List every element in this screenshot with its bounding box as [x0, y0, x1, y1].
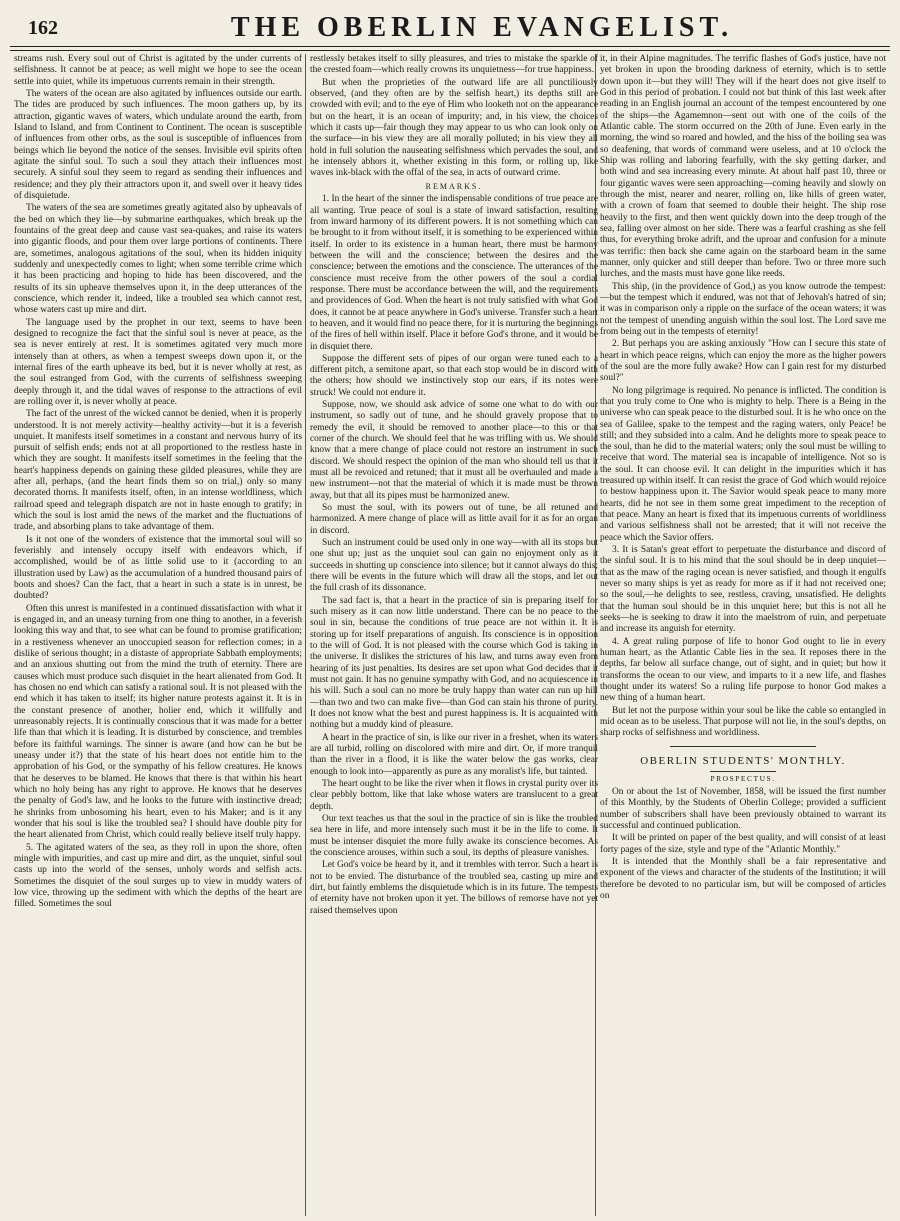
masthead-rule	[10, 46, 890, 51]
paragraph: The fact of the unrest of the wicked cannot be denied, when it is properly understood. It is not merely activity—healthy activity—but it is a feverish unquiet. It manifests itself sometimes in a constant and nervous hurry of its pursuit of selfish ends; ends not at all proportioned to the restless haste in which they are sought. It manifests itself sometimes in the feeling that the heart's happiness depends on gaining these gilded pleasures, while they are after all, perhaps, (and the heart finds them so on trial,) only so many decorated thorns. It manifests itself, often, in an intense worldliness, which railroad speed and telegraph dispatch are not in haste enough to gratify; in which the soul is lost amid the news of the market and the fluctuations of trade, and absorbing plans to take advantage of them.	[14, 409, 302, 533]
paragraph: streams rush. Every soul out of Christ is agitated by the under currents of selfishness. It cannot be at peace; as well might we hope to see the ocean settle into quiet, while its impetuous currents remain in their strength.	[14, 54, 302, 87]
paragraph: Our text teaches us that the soul in the practice of sin is like the troubled sea here in life, and more intensely such must it be in the life to come. It must be intenser disquiet the more fully awake its conscience becomes. As the conscience arouses, within such a soul, its depths of pleasure vanishes.	[310, 813, 598, 858]
paragraph: 1. In the heart of the sinner the indispensable conditions of true peace are all wanting. True peace of soul is a state of inward satisfaction, resulting from inward harmony of its different powers. It is not something which can be brought to it from without itself, it is something to be experienced within itself. In order to its existence in a human heart, there must be harmony between the will and the conscience; between the desires and the conscience; between the emotions and the conscience. The utterances of the conscience must receive from the other powers of the soul a cordial response. There must be accordance between the will, and the requirements and providences of God. When the heart is not truly satisfied with what God does, it cannot be at peace anywhere in God's universe. Transfer such a heart to heaven, and it would find no peace there, for it is nurturing the beginnings of the fires of hell within itself. Place it before God's throne, and it would be in disquiet there.	[310, 194, 598, 352]
paragraph: 5. The agitated waters of the sea, as they roll in upon the shore, often mingle with impurities, and cast up mire and dirt, as the unquiet, sinful soul casts up into the world of the senses, unholy words and selfish acts. Sometimes the disquiet of the soul surges up to view in muddy waters of low vice, throwing up the sediment with which the depths of the heart are filled. Sometimes the soul	[14, 842, 302, 910]
column-2	[310, 54, 598, 1216]
paragraph: The sad fact is, that a heart in the practice of sin is preparing itself for such misery as it can now little understand. There can be no peace to the soul in sin, because the conditions of true peace are not within it. It is storing up for itself preparations of anguish. Its conscience is in opposition to the will of God. It is not pleased with the course which God is taking in the universe. It dislikes the strictures of his law, and turns away even from hearing of its just penalties. Its desires are set upon what God decides that it must not gain. It has no genuine sympathy with God, and no acquiescence in his will. Such a soul can no more be truly happy than water can run up hill—than two and two can make five—than God can stain his throne of purity. It does not know what the best and purest happiness is. It is acquainted with nothing but a muddy kind of pleasure.	[310, 595, 598, 731]
paragraph: it, in their Alpine magnitudes. The terrific flashes of God's justice, have not yet broken in upon the brooding darkness of eternity, which is to settle down upon it—but they will! They will if the heart does not give itself to God in this period of probation. I could not but think of this last week after reading in an English journal an account of the tempest encountered by one of the ships—the Agamemnon—sent out with one of the coils of the Atlantic cable. The storm occurred on the 20th of June. Even early in the morning, the wind so roared and howled, and the hiss of the boiling sea was so deafening, that words of command were useless, and at 10 o'clock the Ship was rolling and laboring fearfully, with the sky getting darker, and both wind and sea increasing every minute. At about half past 10, three or four gigantic waves were seen approaching—coming heavily and slowly on through the mist, nearer and nearer, rolling on, like hills of green water, with a crown of foam that seemed to double their height. The ship rose heavily to the first, and then went quickly down into the deep trough of the sea, falling over almost on her side. There was a fearful crashing as she fell thus, for everything broke adrift, and the uproar and confusion for a minute was terrific: then back she came again on the starboard beam in the same manner, only quicker and still deeper than before. Two or three more such lurches, and the masts must have gone like reeds.	[600, 54, 886, 280]
paragraph: Suppose, now, we should ask advice of some one what to do with our instrument, so sadly out of tune, and he should gravely propose that to remedy the evil, it should be removed to another place—to this or that corner of the church. We should feel that he was trifling with us. We should know that a mere change of place could not restore an instrument in such discord. We should respect the opinion of the man who should tell us that it must all be revoiced and retuned; that it must all be overhauled and made a new instrument—not that the material of which it is made must be thrown away, but that all its pipes must be harmonized anew.	[310, 400, 598, 501]
section-rule	[670, 746, 816, 747]
paragraph: Suppose the different sets of pipes of our organ were tuned each to a different pitch, a semitone apart, so that each stop would be in discord with the others; how should we instinctively stop our ears, if its notes were struck! We could not endure it.	[310, 353, 598, 398]
paragraph: The waters of the ocean are also agitated by influences outside our earth. The tides are produced by such influences. The moon gathers up, by its attraction, gigantic waves of waters, which undulate around the earth, from Island to Island, and from Continent to Continent. The ocean is susceptible of influences from other orbs, as the soul is susceptible of influences from beings which lie beyond the notice of the senses. Invisible evil spirits often agitate the sinful soul. To such a soul they attach their influences most securely. A sinful soul they seem to regard as sending their influences and residence; and they ply their attractors upon it, and swell over it heavy tides of disquietude.	[14, 88, 302, 201]
paragraph: No long pilgrimage is required. No penance is inflicted. The condition is that you truly come to One who is mighty to help. There is a Being in the universe who can speak peace to the disturbed soul. It is he who once on the sea of Galilee, spake to the tempest and the raging waters, only Peace! be still; and they subsided into a calm. And he delights more to speak peace to the soul, than he did to the material waters; only the soul must be willing to receive that word. The material sea is incapable of intelligence. Not so is the soul. It can choose evil. It can delight in the impurities which it has treasured up within itself. It can resist the grace of God which would rejoice to bestow happiness upon it. The Savior would speak peace to many more hearts, did he not see in them some great impediment to the reception of that peace. Many an heart is fixed that its impetuous currents of worldliness and various selfishness shall not be arrested; that it will not receive the peace which the Savior offers.	[600, 385, 886, 543]
paragraph: 3. It is Satan's great effort to perpetuate the disturbance and discord of the sinful soul. It is to his mind that the soul should be in deep unquiet—that as the maw of the raging ocean is never satisfied, and though it engulfs never so many ships is yet as ready for more as if it had not received one; so the soul,—he delights to see, restless, craving, unsatisfied. He delights that the human soul should be in this unquiet here; but this is not all he seeks—he is seeking to draw it into the maelstrom of ruin, and perpetuate and increase its anguish for eternity.	[600, 545, 886, 635]
section-title: OBERLIN STUDENTS' MONTHLY.	[640, 754, 846, 767]
remarks-heading: REMARKS.	[425, 181, 483, 191]
paragraph: Is it not one of the wonders of existence that the immortal soul will so feverishly and intensely occupy itself with endeavors which, if accomplished, would be of as little solid use to it (according to an illustration used by Law) as the accumulation of a hundred thousand pairs of boots and shoes? Can the fact, that a heart in such a state is in unrest, be doubted?	[14, 534, 302, 602]
newspaper-title: THE OBERLIN EVANGELIST.	[230, 12, 734, 43]
paragraph: The language used by the prophet in our text, seems to have been designed to recognize the fact that the sinful soul is never at peace, as the sea is never entirely at rest. It is sometimes agitated very much more intensely than at others, as when a tempest sweeps down upon it, or the internal fires of the earth upheave its bed, but it is never wholly at rest, as the soul estranged from God, with the currents of selfishness sweeping deeply through it, and the tidal waves of response to the attractions of evil are rolling over it, is never wholly at peace.	[14, 317, 302, 407]
paragraph: But let not the purpose within your soul be like the cable so entangled in mid ocean as to be useless. That purpose will not lie, in the soul's depths, on sharp rocks of selfishness and worldliness.	[600, 705, 886, 739]
paragraph: A heart in the practice of sin, is like our river in a freshet, when its waters are all turbid, rolling on discolored with mire and dirt. Or, if more tranquil than the river in a flood, it is like the water below the gas works, clear enough to look into—apparently as pure as any moralist's life, but tainted.	[310, 732, 598, 777]
column-divider	[305, 54, 306, 1216]
paragraph: Often this unrest is manifested in a continued dissatisfaction with what it is engaged in, and an uneasy turning from one thing to another, in a feverish looking this way and that, to see what can be found to promise gratification; in a restiveness whenever an unoccupied season for reflection comes; in a dislike of serious thought; in a distaste of appropriate Sabbath employments; and an anxious shutting out from the mind the truth of eternity. There are causes which must produce such disquiet in the heart alienated from God. It has chosen no end which can satisfy a rational soul. It is not pleased with the end which it has taken to itself; its higher nature protests against it. It is in the constant presence of another, holier end, which it willfully and unreasonably rejects. It is continually conscious that it was made for a better life than that which it is leading. It is disturbed by conscience, and trembles before its faithful warnings. The sinner is aware (and how can he but be uneasy under it?) that the state of his heart does not entitle him to the approbation of his God, or the sympathy of his fellow creatures. He knows that he deserves to be blamed. He knows that there is that within his heart which no holy being has any right to approve. He knows that he deserves the penalty of God's law, and he looks to the future with instinctive dread; he shrinks from unbosoming his heart, even to his Maker; and is it any wonder that his soul is like the troubled sea? I should have double pity for the heart alienated from Christ, which could really believe itself truly happy.	[14, 603, 302, 841]
column-3	[600, 54, 886, 1216]
paragraph: So must the soul, with its powers out of tune, be all retuned and harmonized. A mere change of place will as little avail for it as for an organ in discord.	[310, 503, 598, 536]
paragraph: Let God's voice be heard by it, and it trembles with terror. Such a heart is not to be envied. The disturbance of the troubled sea, casting up mire and dirt, but faintly emblems the disquietude which is in its future. The tempests of eternity have not broken upon it yet. The billows of remorse have not yet raised themselves upon	[310, 860, 598, 916]
page-number: 162	[28, 16, 58, 39]
paragraph: But when the proprieties of the outward life are all punctiliously observed, (and they often are by the selfish heart,) its depths still are crowded with evil; and to the eye of Him who looketh not on the appearance but on the heart, it is an ocean of impurity; and, in his view, the choices which it casts up—fair though they may appear to us who can look only on the surface—in his view they are all morally polluted; in his view they all hold in full solution the nauseating selfishness which pervades the soul, and he intensely abhors it, whether existing in this form, or rolling up, like waves ink-black with the offal of the sea, in acts of outward crime.	[310, 77, 598, 179]
paragraph: 2. But perhaps you are asking anxiously "How can I secure this state of heart in which peace reigns, which can enjoy the more as the higher powers of the soul are the more fully awake? How can I gain rest for my disturbed soul?"	[600, 339, 886, 384]
paragraph: Such an instrument could be used only in one way—with all its stops but one shut up; just as the unquiet soul can gain no enjoyment only as it succeeds in shutting up conscience into silence; but it cannot always do this; there will be events in the future which will draw all the stops, and let out the full crash of its dissonance.	[310, 538, 598, 594]
paragraph: On or about the 1st of November, 1858, will be issued the first number of this Monthly, by the Students of Oberlin College; provided a sufficient number of subscribers shall have been previously obtained to warrant its successful and continued publication.	[600, 786, 886, 831]
paragraph: The waters of the sea are sometimes greatly agitated also by upheavals of the bed on which they lie—by submarine earthquakes, which break up the fountains of the great deep and cause vast sea-quakes, and raise its waters into gigantic floods, and pour them over large portions of continents. There are, sometimes, analogous agitations of the soul, when its hidden iniquity suddenly and unexpectedly comes to light; when some terrible crime which it has been practicing and hoping to hide has been discovered, and the results of its sin upheave themselves upon it, in the deep utterances of the conscience, which render it, indeed, like a troubled sea which cannot rest, whose waters cast up mire and dirt.	[14, 203, 302, 316]
paragraph: This ship, (in the providence of God,) as you know outrode the tempest:—but the tempest which it endured, was not that of Jehovah's hatred of sin; it was in comparison only a ripple on the surface of the ocean waters; it was not the tempest of unending anguish within the soul lost. The Lord save me from being out in the tempests of eternity!	[600, 281, 886, 337]
paragraph: 4. A great ruling purpose of life to honor God ought to lie in every human heart, as the Atlantic Cable lies in the sea. It reposes there in the depths, far below all surface change, out of sight, and in quiet; but how it transforms the ocean to our view, and imparts to it a new life, and flashes thought under its waters! So a ruling life purpose to honor God makes a new thing of a human heart.	[600, 636, 886, 704]
paragraph: The heart ought to be like the river when it flows in crystal purity over its clear pebbly bottom, like that lake whose waters are translucent to a great depth.	[310, 778, 598, 812]
column-1	[14, 54, 302, 1216]
paragraph: It is intended that the Monthly shall be a fair representative and exponent of the views and character of the students of the Institution; it will therefore be devoted to no particular ism, but will be composed of articles on	[600, 856, 886, 901]
section-rule	[710, 771, 776, 772]
masthead	[28, 8, 876, 48]
prospectus-heading: PROSPECTUS.	[710, 773, 776, 783]
paragraph: restlessly betakes itself to silly pleasures, and tries to mistake the sparkle of the crested foam—which really crowns its unquietness—for true happiness.	[310, 54, 598, 76]
paragraph: It will be printed on paper of the best quality, and will consist of at least forty pages of the size, style and type of the "Atlantic Monthly."	[600, 833, 886, 855]
